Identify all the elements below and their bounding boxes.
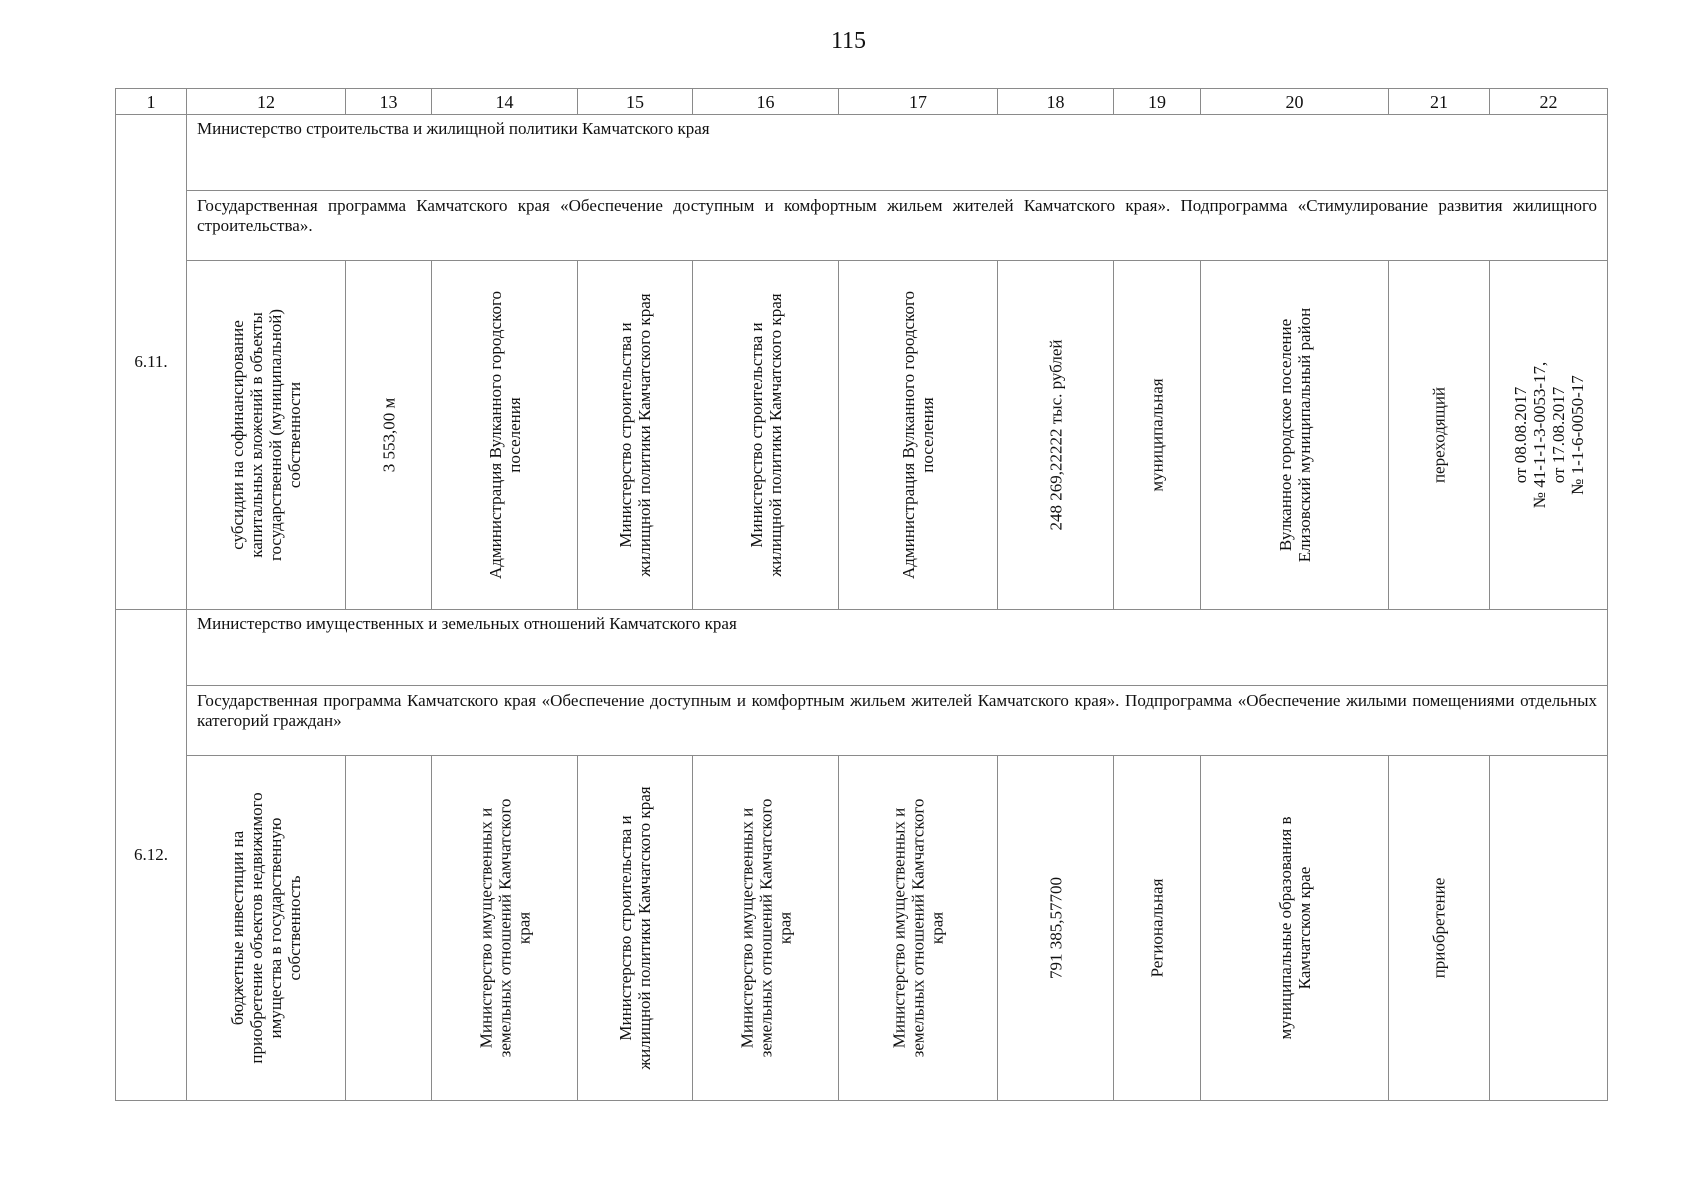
column-header: 12	[187, 89, 346, 115]
cell-text-line: имущества в государственную	[266, 817, 285, 1039]
cell-status	[1389, 261, 1490, 610]
column-header: 22	[1490, 89, 1608, 115]
column-header: 16	[693, 89, 839, 115]
column-header: 17	[839, 89, 998, 115]
program-row	[116, 686, 1608, 756]
cell-status	[1389, 756, 1490, 1101]
cell-text-line: Камчатском крае	[1294, 866, 1314, 990]
cell-text-line: Министерство строительства и	[616, 815, 635, 1041]
cell-expertise	[1490, 261, 1608, 610]
column-header: 19	[1114, 89, 1201, 115]
cell-cost	[998, 756, 1114, 1101]
cell-text-line: № 1-1-6-0050-17	[1567, 375, 1587, 495]
ministry-row	[116, 115, 1608, 191]
column-header: 13	[346, 89, 432, 115]
cell-purpose	[187, 756, 346, 1101]
cell-developer	[839, 261, 998, 610]
data-table	[115, 88, 1608, 1101]
cell-text-line: Региональная	[1147, 878, 1167, 978]
cell-text-line: переходящий	[1429, 386, 1449, 484]
cell-text-line: жилищной политики Камчатского края	[635, 786, 654, 1070]
cell-text-line: бюджетные инвестиции на	[228, 830, 247, 1026]
ministry-name: Министерство строительства и жилищной политики Камчатского края	[187, 115, 1608, 191]
cell-text-line: собственности	[285, 381, 304, 489]
cell-text-line: Елизовский муниципальный район	[1294, 307, 1314, 563]
cell-text-line: Министерство имущественных и	[737, 807, 756, 1049]
table-row	[116, 756, 1608, 1101]
cell-text-line: 791 385,57700	[1046, 877, 1065, 979]
program-name: Государственная программа Камчатского края «Обеспечение доступным и комфортным жильем жителей Камчатского края». Подпрограмма «Обеспечение жилыми помещениями отдельных категорий граждан»	[187, 686, 1608, 756]
cell-ownership	[1114, 756, 1201, 1101]
cell-text-line: собственность	[285, 875, 304, 981]
cell-text-line: муниципальные образования в	[1275, 816, 1295, 1040]
cell-text-line: приобретение	[1429, 877, 1449, 979]
cell-text-line: земельных отношений Камчатского	[908, 798, 928, 1058]
cell-text-line: приобретение объектов недвижимого	[247, 792, 266, 1064]
cell-text-line: Министерство строительства и	[746, 322, 766, 548]
cell-text-line: муниципальная	[1147, 378, 1167, 492]
cell-text-line: жилищной политики Камчатского края	[635, 293, 654, 577]
cell-text-line: Администрация Вулканного городского	[899, 290, 918, 580]
cell-text-line: от 17.08.2017	[1548, 386, 1568, 484]
cell-text-line: земельных отношений Камчатского	[495, 798, 514, 1058]
cell-ownership	[1114, 261, 1201, 610]
column-header: 18	[998, 89, 1114, 115]
cell-text-line: от 08.08.2017	[1510, 386, 1530, 484]
cell-text-line: 3 553,00 м	[379, 397, 398, 473]
cell-text-line: края	[514, 911, 533, 945]
cell-responsible	[693, 756, 839, 1101]
table-row	[116, 261, 1608, 610]
cell-text-line: 248 269,22222 тыс. рублей	[1046, 339, 1065, 531]
cell-text-line: края	[775, 911, 794, 945]
cell-capacity	[346, 261, 432, 610]
column-header: 15	[578, 89, 693, 115]
cell-text-line: поселения	[504, 397, 524, 473]
ministry-name: Министерство имущественных и земельных отношений Камчатского края	[187, 610, 1608, 686]
column-header: 20	[1201, 89, 1389, 115]
cell-customer	[432, 261, 578, 610]
cell-expertise	[1490, 756, 1608, 1101]
cell-location	[1201, 756, 1389, 1101]
cell-text-line: земельных отношений Камчатского	[756, 798, 775, 1058]
cell-text-line: края	[927, 911, 947, 945]
cell-text-line: Администрация Вулканного городского	[485, 290, 505, 580]
cell-text-line: Министерство имущественных и	[476, 807, 495, 1049]
cell-text-line: поселения	[918, 397, 937, 473]
cell-text-line: капитальных вложений в объекты	[247, 312, 266, 558]
cell-administrator	[578, 756, 693, 1101]
cell-customer	[432, 756, 578, 1101]
row-number: 6.11.	[116, 115, 187, 610]
cell-developer	[839, 756, 998, 1101]
cell-text-line: субсидии на софинансирование	[228, 320, 247, 550]
cell-text-line: № 41-1-1-3-0053-17,	[1529, 361, 1549, 509]
cell-text-line: Министерство имущественных и	[889, 807, 909, 1049]
column-header: 14	[432, 89, 578, 115]
cell-text-line: Министерство строительства и	[616, 322, 635, 548]
cell-location	[1201, 261, 1389, 610]
cell-text-line: Вулканное городское поселение	[1275, 318, 1295, 552]
header-row	[116, 89, 1608, 115]
cell-text-line: государственной (муниципальной)	[266, 308, 285, 562]
page-number: 115	[830, 28, 867, 54]
row-number: 6.12.	[116, 610, 187, 1101]
cell-capacity	[346, 756, 432, 1101]
program-row	[116, 191, 1608, 261]
ministry-row	[116, 610, 1608, 686]
column-header: 21	[1389, 89, 1490, 115]
cell-purpose	[187, 261, 346, 610]
program-name: Государственная программа Камчатского края «Обеспечение доступным и комфортным жильем жителей Камчатского края». Подпрограмма «Стимулирование развития жилищного строительства».	[187, 191, 1608, 261]
column-header: 1	[116, 89, 187, 115]
cell-responsible	[693, 261, 839, 610]
cell-cost	[998, 261, 1114, 610]
cell-text-line: жилищной политики Камчатского края	[765, 293, 785, 577]
cell-administrator	[578, 261, 693, 610]
